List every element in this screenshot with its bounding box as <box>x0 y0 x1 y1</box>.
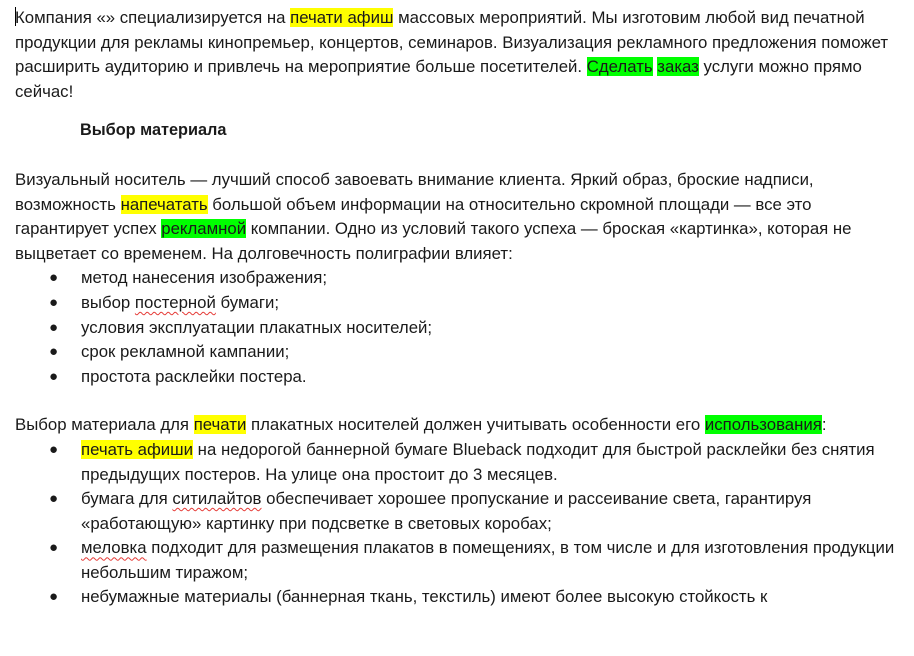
section-heading: Выбор материала <box>80 121 227 140</box>
highlight-reklamnoy: рекламной <box>161 219 247 239</box>
list-item: ● бумага для ситилайтов обеспечивает хорошее пропускание и рассеивание света, гарантируя «работающую» картинку при подсветке в световых коробах; <box>49 489 812 533</box>
highlight-napechatat: напечатать <box>120 194 208 214</box>
spelling-error-mark[interactable]: ситилайтов <box>172 489 262 509</box>
materials-list <box>15 438 910 610</box>
bullet-icon: ● <box>49 490 59 508</box>
highlight-pechat-afishi: печать афиши <box>81 439 194 459</box>
bullet-icon: ● <box>49 293 59 311</box>
list-item: ● метод нанесения изображения; <box>15 266 910 291</box>
bullet-icon: ● <box>49 269 59 287</box>
highlight-sdelat: Сделать <box>586 57 653 77</box>
list-item: ● срок рекламной кампании; <box>15 340 910 365</box>
list-item: ● условия эксплуатации плакатных носителей; <box>15 316 910 341</box>
spelling-error-mark[interactable]: меловка <box>81 538 147 558</box>
bullet-icon: ● <box>49 539 59 557</box>
factors-list <box>15 266 910 389</box>
highlight-pechati-afish: печати афиш <box>290 8 394 27</box>
list-item: ● выбор постерной бумаги; <box>15 291 910 316</box>
document-body[interactable] <box>15 6 910 610</box>
list-item: ● печать афиши на недорогой баннерной бумаге Blueback подходит для быстрой расклейки без снятия предыдущих постеров. На улице она простоит до 3 месяцев. <box>49 439 875 484</box>
selection-paragraph: Выбор материала для печати плакатных носителей должен учитывать особенности его использования: <box>15 415 827 435</box>
bullet-icon: ● <box>49 343 59 361</box>
list-item: ● меловка подходит для размещения плакатов в помещениях, в том числе и для изготовления продукции небольшим тиражом; <box>49 538 895 582</box>
spelling-error-mark[interactable]: постерной <box>134 292 216 312</box>
bullet-icon: ● <box>49 440 59 458</box>
highlight-pechati: печати <box>193 415 247 435</box>
material-paragraph: Визуальный носитель — лучший способ завоевать внимание клиента. Яркий образ, броские надписи, возможность напечатать большой объем информации на относительно скромной площади — все это гарантирует успех рекламной компании. Одно из условий такого успеха — броская «картинка», которая не выцветает со временем. На долговечность полиграфии влияет: <box>15 169 852 263</box>
list-item: ● простота расклейки постера. <box>15 365 910 390</box>
highlight-zakaz: заказ <box>657 57 699 77</box>
highlight-ispolzovaniya: использования <box>704 415 822 435</box>
list-item: ● небумажные материалы (баннерная ткань, текстиль) имеют более высокую стойкость к <box>15 585 910 610</box>
empty-line <box>15 389 910 413</box>
bullet-icon: ● <box>49 318 59 336</box>
empty-line <box>15 143 910 168</box>
bullet-icon: ● <box>49 588 59 606</box>
bullet-icon: ● <box>49 367 59 385</box>
intro-paragraph: Компания «» специализируется на печати афиш массовых мероприятий. Мы изготовим любой вид печатной продукции для рекламы кинопремьер, концертов, семинаров. Визуализация рекламного предложения поможет расширить аудиторию и привлечь на мероприятие больше посетителей. Сделать заказ услуги можно прямо сейчас! <box>15 8 889 101</box>
